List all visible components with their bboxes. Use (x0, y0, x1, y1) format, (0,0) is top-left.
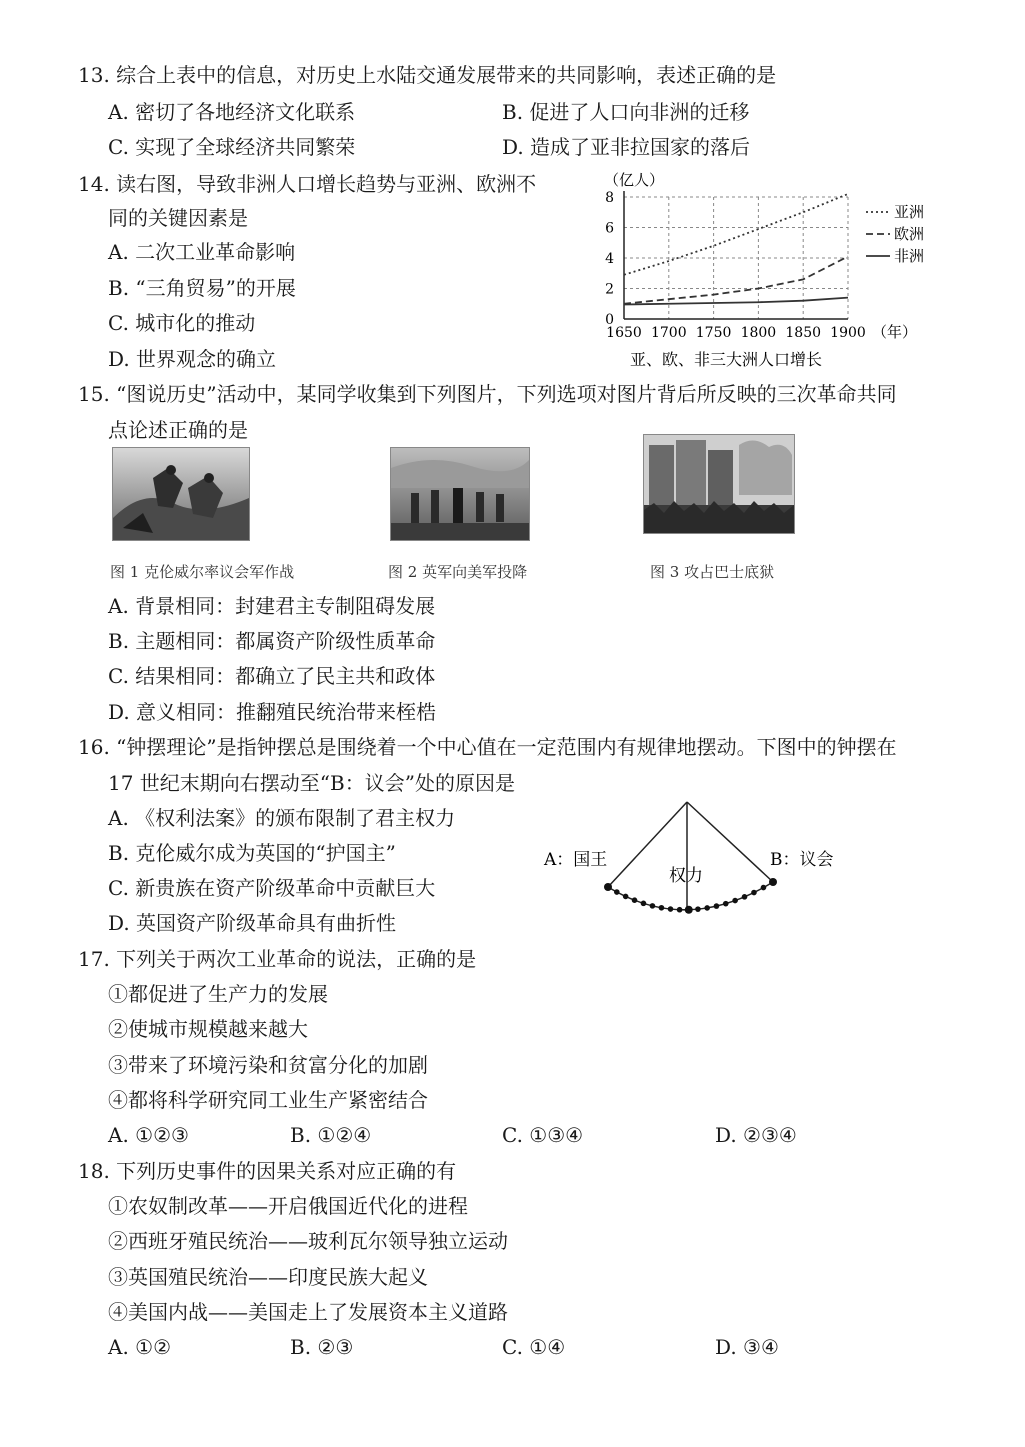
q18-option-d[interactable]: D. ③④ (715, 1335, 779, 1359)
figure-3-bastille-image (643, 434, 795, 534)
q13-option-b[interactable]: B. 促进了人口向非洲的迁移 (502, 100, 750, 124)
q17-option-c[interactable]: C. ①③④ (502, 1123, 584, 1147)
figure-1-battle-image (112, 447, 250, 541)
q17-item-2: ②使城市规模越来越大 (108, 1017, 308, 1041)
figure-1-caption: 图 1 克伦威尔率议会军作战 (110, 563, 295, 581)
pendulum-dot (677, 907, 683, 913)
figure-2-caption: 图 2 英军向美军投降 (388, 563, 528, 581)
chart-x-tick-label: 1650 (606, 325, 642, 341)
q15-stem-line1: 15. “图说历史”活动中，某同学收集到下列图片，下列选项对图片背后所反映的三次革命共同 (78, 382, 897, 406)
pendulum-right-label: B：议会 (770, 850, 834, 870)
q17-option-d[interactable]: D. ②③④ (715, 1123, 797, 1147)
pendulum-dot (604, 883, 612, 891)
q18-item-4: ④美国内战——美国走上了发展资本主义道路 (108, 1300, 508, 1324)
chart-y-tick-label: 6 (605, 220, 614, 237)
q14-stem-line2: 同的关键因素是 (108, 206, 248, 230)
pendulum-dot (668, 906, 674, 912)
q14-stem-line1: 14. 读右图，导致非洲人口增长趋势与亚洲、欧洲不 (78, 172, 537, 196)
q17-item-4: ④都将科学研究同工业生产紧密结合 (108, 1088, 428, 1112)
pendulum-center-label: 权力 (669, 866, 703, 886)
chart-y-tick-label: 4 (605, 251, 614, 267)
chart-x-tick-label: 1900 (830, 325, 866, 341)
chart-x-tick-label: 1800 (740, 325, 777, 341)
q13-stem: 13. 综合上表中的信息，对历史上水陆交通发展带来的共同影响，表述正确的是 (78, 63, 777, 87)
q16-option-c[interactable]: C. 新贵族在资产阶级革命中贡献巨大 (108, 876, 436, 900)
figure-3-caption: 图 3 攻占巴士底狱 (650, 563, 775, 581)
pendulum-dot (769, 878, 777, 886)
pendulum-dot (732, 898, 738, 904)
chart-y-tick-label: 2 (605, 281, 614, 298)
q16-stem-line1: 16. “钟摆理论”是指钟摆总是围绕着一个中心值在一定范围内有规律地摆动。下图中的钟摆在 (78, 735, 897, 759)
pendulum-dot (761, 885, 767, 891)
q14-option-c[interactable]: C. 城市化的推动 (108, 311, 256, 335)
pendulum-dot (704, 905, 710, 911)
chart-legend-label: 欧洲 (894, 225, 925, 243)
q13-option-a[interactable]: A. 密切了各地经济文化联系 (108, 100, 356, 124)
q15-option-d[interactable]: D. 意义相同：推翻殖民统治带来桎梏 (108, 700, 437, 724)
pendulum-dot (714, 903, 720, 909)
figure-2-surrender-image (390, 447, 530, 541)
q16-option-a[interactable]: A. 《权利法案》的颁布限制了君主权力 (108, 806, 456, 830)
pendulum-dot (695, 906, 701, 912)
chart-legend-label: 非洲 (894, 247, 925, 265)
pendulum-dot (742, 894, 748, 900)
q15-option-b[interactable]: B. 主题相同：都属资产阶级性质革命 (108, 629, 436, 653)
pendulum-dot (632, 897, 638, 903)
q14-option-d[interactable]: D. 世界观念的确立 (108, 347, 277, 371)
q17-option-a[interactable]: A. ①②③ (108, 1123, 189, 1147)
pendulum-dot (659, 905, 665, 911)
chart-y-tick-label: 0 (605, 312, 614, 328)
q15-stem-line2: 点论述正确的是 (108, 418, 248, 442)
pendulum-dot (685, 906, 693, 914)
pendulum-left-label: A：国王 (544, 850, 608, 870)
q16-option-d[interactable]: D. 英国资产阶级革命具有曲折性 (108, 911, 397, 935)
pendulum-dot (650, 903, 656, 909)
pendulum-dot (641, 901, 647, 907)
chart-x-tick-label: 1850 (785, 325, 822, 341)
chart-series-line-1 (624, 194, 848, 275)
pendulum-diagram (540, 795, 850, 925)
q17-stem: 17. 下列关于两次工业革命的说法，正确的是 (78, 947, 477, 971)
pendulum-dot (751, 890, 757, 896)
pendulum-dot (623, 894, 629, 900)
q16-stem-line2: 17 世纪末期向右摆动至“B：议会”处的原因是 (108, 771, 515, 795)
q17-option-b[interactable]: B. ①②④ (290, 1123, 372, 1147)
chart-y-axis-label: （亿人） (604, 171, 665, 189)
population-line-chart (590, 165, 950, 375)
chart-x-axis-label: （年） (872, 323, 918, 341)
q18-option-b[interactable]: B. ②③ (290, 1335, 354, 1359)
q18-stem: 18. 下列历史事件的因果关系对应正确的有 (78, 1159, 457, 1183)
q18-item-3: ③英国殖民统治——印度民族大起义 (108, 1265, 428, 1289)
q15-option-c[interactable]: C. 结果相同：都确立了民主共和政体 (108, 664, 436, 688)
chart-title: 亚、欧、非三大洲人口增长 (630, 350, 823, 369)
q15-option-a[interactable]: A. 背景相同：封建君主专制阻碍发展 (108, 594, 436, 618)
q13-option-c[interactable]: C. 实现了全球经济共同繁荣 (108, 135, 356, 159)
q16-option-b[interactable]: B. 克伦威尔成为英国的“护国主” (108, 841, 396, 865)
chart-y-tick-label: 8 (605, 190, 614, 206)
q14-option-b[interactable]: B. “三角贸易”的开展 (108, 276, 296, 300)
q13-option-d[interactable]: D. 造成了亚非拉国家的落后 (502, 135, 751, 159)
chart-legend-label: 亚洲 (894, 203, 925, 221)
q18-option-c[interactable]: C. ①④ (502, 1335, 566, 1359)
q18-item-1: ①农奴制改革——开启俄国近代化的进程 (108, 1194, 468, 1218)
q14-option-a[interactable]: A. 二次工业革命影响 (108, 240, 296, 264)
q17-item-1: ①都促进了生产力的发展 (108, 982, 328, 1006)
q18-item-2: ②西班牙殖民统治——玻利瓦尔领导独立运动 (108, 1229, 508, 1253)
pendulum-dot (614, 889, 620, 895)
chart-x-tick-label: 1750 (695, 325, 732, 341)
q18-option-a[interactable]: A. ①② (108, 1335, 172, 1359)
q17-item-3: ③带来了环境污染和贫富分化的加剧 (108, 1053, 428, 1077)
pendulum-arc (608, 882, 773, 910)
chart-x-tick-label: 1700 (650, 325, 687, 341)
pendulum-dot (723, 901, 729, 907)
